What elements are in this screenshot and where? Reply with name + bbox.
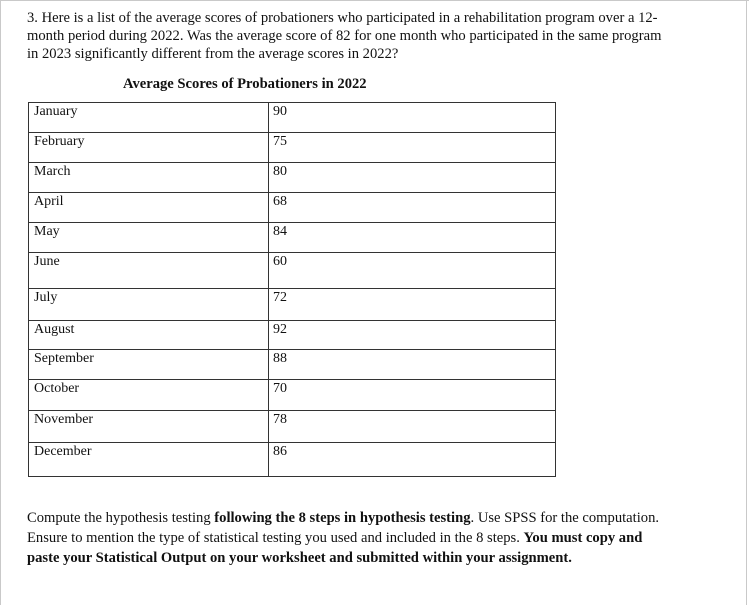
month-cell: May	[29, 223, 269, 253]
table-row	[29, 133, 556, 163]
score-cell: 70	[269, 380, 556, 411]
table-row	[29, 289, 556, 321]
table-title: Average Scores of Probationers in 2022	[123, 76, 367, 92]
score-cell: 60	[269, 253, 556, 289]
frame-right-border	[746, 0, 747, 605]
score-cell: 92	[269, 321, 556, 350]
score-cell: 88	[269, 350, 556, 380]
month-cell: July	[29, 289, 269, 321]
instructions-bold-steps: following the 8 steps in hypothesis testing	[214, 510, 471, 526]
instructions-part-1: Compute the hypothesis testing	[27, 510, 215, 526]
month-cell: March	[29, 163, 269, 193]
table-row	[29, 411, 556, 443]
table-row	[29, 163, 556, 193]
month-cell: January	[29, 103, 269, 133]
score-cell: 90	[269, 103, 556, 133]
score-cell: 72	[269, 289, 556, 321]
frame-left-border	[0, 0, 1, 605]
instructions-text	[27, 508, 667, 568]
scores-table-body	[29, 103, 556, 477]
month-cell: June	[29, 253, 269, 289]
month-cell: December	[29, 443, 269, 477]
table-row	[29, 380, 556, 411]
score-cell: 68	[269, 193, 556, 223]
month-cell: August	[29, 321, 269, 350]
score-cell: 86	[269, 443, 556, 477]
score-cell: 80	[269, 163, 556, 193]
score-cell: 78	[269, 411, 556, 443]
frame-top-border	[0, 0, 749, 1]
score-cell: 84	[269, 223, 556, 253]
month-cell: October	[29, 380, 269, 411]
table-row	[29, 103, 556, 133]
month-cell: February	[29, 133, 269, 163]
table-row	[29, 193, 556, 223]
month-cell: September	[29, 350, 269, 380]
month-cell: November	[29, 411, 269, 443]
table-row	[29, 321, 556, 350]
question-text: 3. Here is a list of the average scores of probationers who participated in a rehabilitation program over a 12-month period during 2022. Was the average score of 82 for one month who participated in the same program in 2023 significantly different from the average scores in 2022?	[27, 10, 662, 62]
scores-table	[28, 102, 556, 477]
instructions-bold-output: You must copy and paste your Statistical Output on your worksheet and submitted within your assignment.	[27, 530, 643, 566]
table-row	[29, 350, 556, 380]
table-row	[29, 443, 556, 477]
table-row	[29, 253, 556, 289]
instructions-part-3: . Use SPSS for the computation. Ensure to mention the type of statistical testing you used and included in the 8 steps.	[27, 510, 660, 546]
table-row	[29, 223, 556, 253]
month-cell: April	[29, 193, 269, 223]
score-cell: 75	[269, 133, 556, 163]
